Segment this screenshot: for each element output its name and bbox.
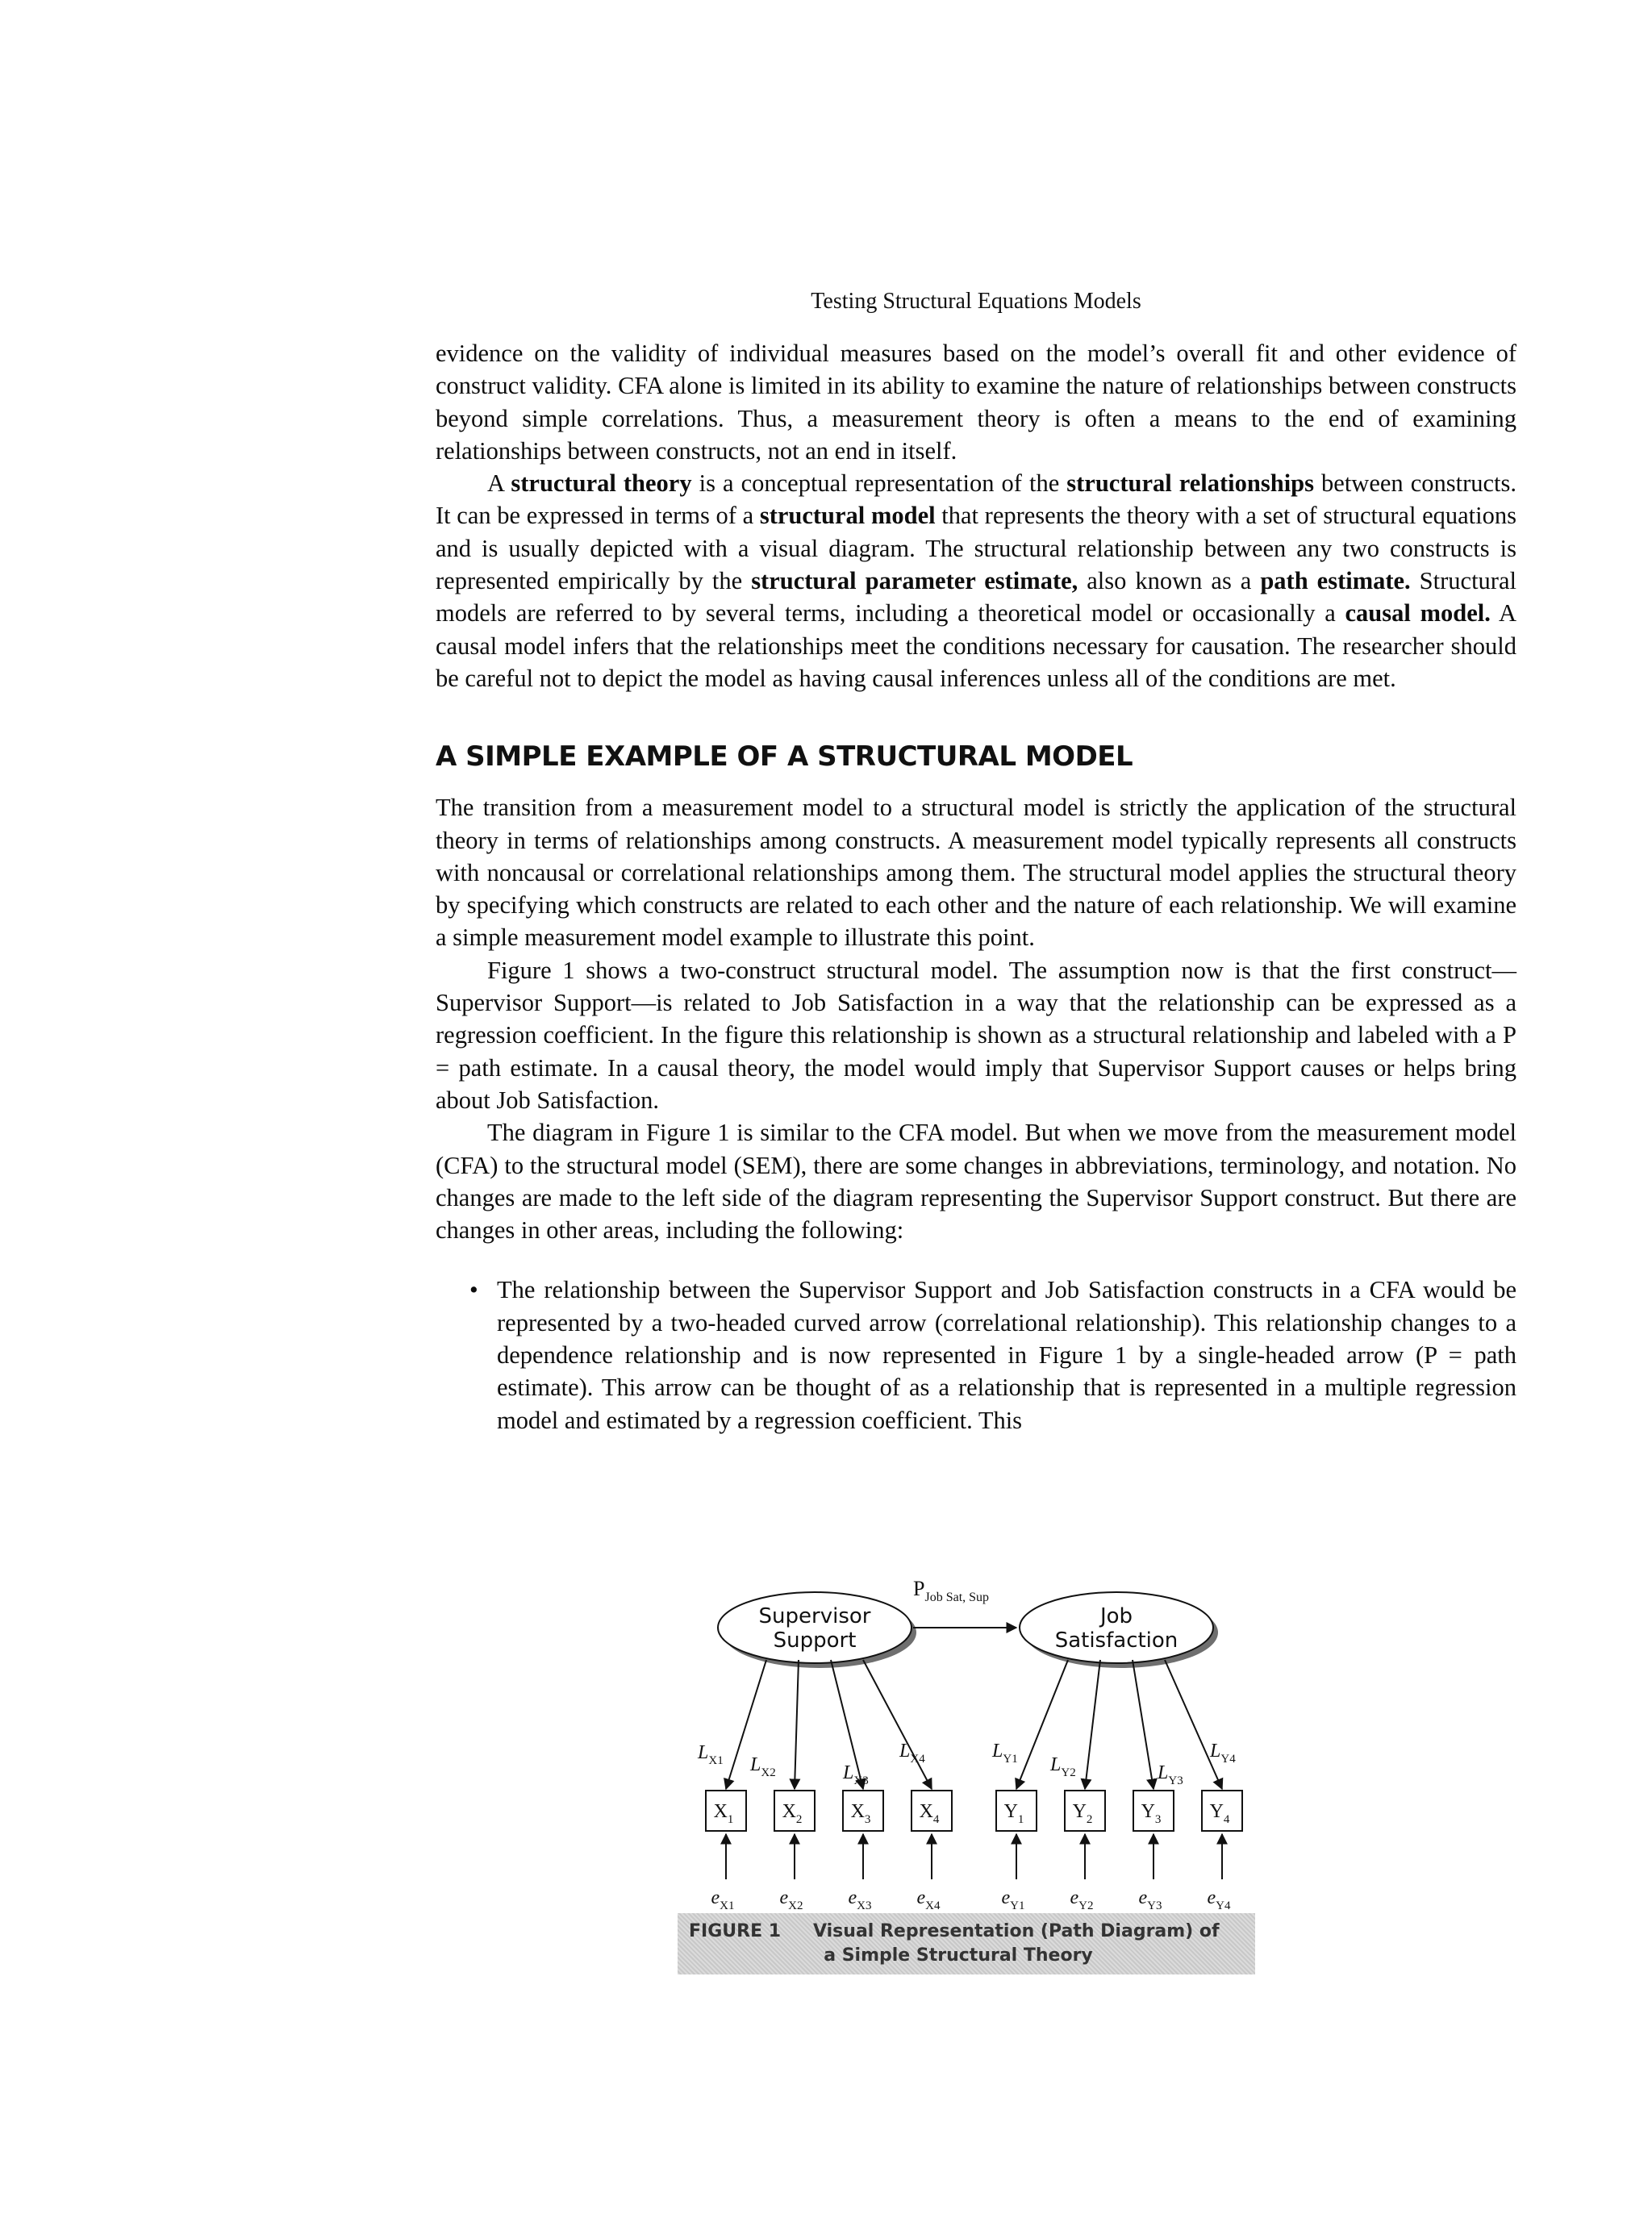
caption-number: FIGURE 1 — [689, 1921, 782, 1941]
loading-arrow — [863, 1660, 932, 1789]
error-label: $e_{Y2}$ — [1070, 1887, 1094, 1912]
paragraph-intro: evidence on the validity of individual measures based on the model’s overall fit and other evidence of construct validity. CFA alone is limited in its ability to examine the nature of relationships between constructs beyond simple correlations. Thus, a measurement theory is often a means to the end of examining relationships between constructs, not an end in itself. — [436, 340, 1516, 465]
text-run: is a conceptual representation of the — [691, 469, 1067, 498]
construct-label-line-1: Supervisor — [758, 1604, 871, 1628]
running-head: Testing Structural Equations Models — [811, 289, 1141, 314]
figure-1 — [678, 1573, 1274, 2024]
bullet-item — [436, 1274, 1516, 1436]
term-path-estimate: path estimate. — [1260, 567, 1411, 595]
term-causal-model: causal model. — [1345, 599, 1491, 628]
loading-label: $L_{X3}$ — [843, 1762, 869, 1787]
section-heading: A SIMPLE EXAMPLE OF A STRUCTURAL MODEL — [436, 740, 1133, 773]
loading-label: $L_{Y4}$ — [1210, 1741, 1236, 1766]
text-run: Structural models are referred to by several terms, including a theoretical model or occasionally a — [436, 567, 1516, 628]
figure-caption — [678, 1913, 1255, 1974]
indicator-label: $Y_2$ — [1072, 1801, 1093, 1826]
paragraph-diagram: The diagram in Figure 1 is similar to the CFA model. But when we move from the measurement model (CFA) to the structural model (SEM), there are some changes in abbreviations, terminology, and notation. No changes are made to the left side of the diagram representing the Supervisor Support construct. But there are changes in other areas, including the following: — [436, 1119, 1516, 1245]
path-diagram — [678, 1573, 1274, 1912]
text-run: also known as a — [1078, 567, 1261, 595]
path-estimate-label: $P_{Job Sat, Sup}$ — [913, 1577, 990, 1604]
bullet-list — [436, 1274, 1516, 1436]
body-text — [436, 337, 1516, 1436]
loading-label: $L_{Y3}$ — [1158, 1762, 1183, 1787]
term-structural-theory: structural theory — [511, 469, 692, 498]
indicator-label: $Y_1$ — [1003, 1801, 1024, 1826]
error-label: $e_{Y1}$ — [1001, 1887, 1025, 1912]
construct-label-line-1: Job — [1099, 1604, 1133, 1628]
error-label: $e_{Y4}$ — [1207, 1887, 1231, 1912]
loading-arrow — [1165, 1660, 1222, 1789]
term-structural-parameter-estimate: structural parameter estimate, — [751, 567, 1078, 595]
loading-label: $L_{X2}$ — [750, 1754, 776, 1779]
indicator-label: $X_3$ — [850, 1801, 871, 1826]
caption-line-1: Visual Representation (Path Diagram) of — [813, 1921, 1220, 1941]
term-structural-model: structural model — [759, 502, 936, 530]
bullet-marker: • — [469, 1276, 478, 1304]
loading-arrow — [1133, 1660, 1153, 1789]
indicator-label: $Y_3$ — [1141, 1801, 1162, 1826]
caption-line-2: a Simple Structural Theory — [824, 1945, 1093, 1966]
paragraph-transition: The transition from a measurement model to a structural model is strictly the application of the structural theory in terms of relationships among constructs. A measurement model typically represents all constructs with noncausal or correlational relationships among them. The structural model applies the structural theory by specifying which constructs are related to each other and the nature of each relationship. We will examine a simple measurement model example to illustrate this point. — [436, 794, 1516, 952]
loading-label: $L_{X4}$ — [899, 1741, 925, 1766]
indicator-label: $X_4$ — [919, 1801, 940, 1826]
loading-label: $L_{Y2}$ — [1050, 1754, 1076, 1779]
error-label: $e_{X2}$ — [779, 1887, 803, 1912]
construct-label-line-2: Satisfaction — [1054, 1628, 1179, 1653]
indicator-label: $X_1$ — [713, 1801, 734, 1826]
loading-arrow — [1085, 1660, 1100, 1789]
term-structural-relationships: structural relationships — [1066, 469, 1314, 498]
error-label: $e_{X4}$ — [916, 1887, 941, 1912]
error-label: $e_{X1}$ — [711, 1887, 735, 1912]
paragraph-structural-theory — [436, 467, 1516, 694]
error-label: $e_{Y3}$ — [1138, 1887, 1162, 1912]
indicator-label: $Y_4$ — [1209, 1801, 1230, 1826]
error-label: $e_{X3}$ — [848, 1887, 872, 1912]
bullet-text: The relationship between the Supervisor Support and Job Satisfaction constructs in a CFA would be represented by a two-headed curved arrow (correlational relationship). This relationship changes to a dependence relationship and is now represented in Figure 1 by a single-headed arrow (P = path estimate). This arrow can be thought of as a relationship that is represented in a multiple regression model and estimated by a regression coefficient. This — [497, 1276, 1516, 1434]
indicator-label: $X_2$ — [782, 1801, 803, 1826]
construct-label-line-2: Support — [773, 1628, 857, 1653]
loading-arrow — [795, 1660, 799, 1789]
text-run: that represents the theory with a set of structural equations and is usually depicted with a visual diagram. The structural relationship between any two constructs is represented empirically by the — [436, 502, 1516, 595]
loading-label: $L_{Y1}$ — [992, 1741, 1018, 1766]
text-run: between constructs. It can be expressed in terms of a — [436, 469, 1516, 530]
caption-text — [813, 1920, 1249, 1968]
paragraph-figure-1: Figure 1 shows a two-construct structural model. The assumption now is that the first construct—Supervisor Support—is related to Job Satisfaction in a way that the relationship can be expressed as a regression coefficient. In the figure this relationship is shown as a structural relationship and labeled with a P = path estimate. In a causal theory, the model would imply that Supervisor Support causes or helps bring about Job Satisfaction. — [436, 956, 1516, 1114]
text-run: A — [487, 469, 511, 498]
loading-label: $L_{X1}$ — [698, 1742, 724, 1767]
text-run: A causal model infers that the relationships meet the conditions necessary for causation. The researcher should be careful not to depict the model as having causal inferences unless all of the conditions are met. — [436, 599, 1516, 692]
